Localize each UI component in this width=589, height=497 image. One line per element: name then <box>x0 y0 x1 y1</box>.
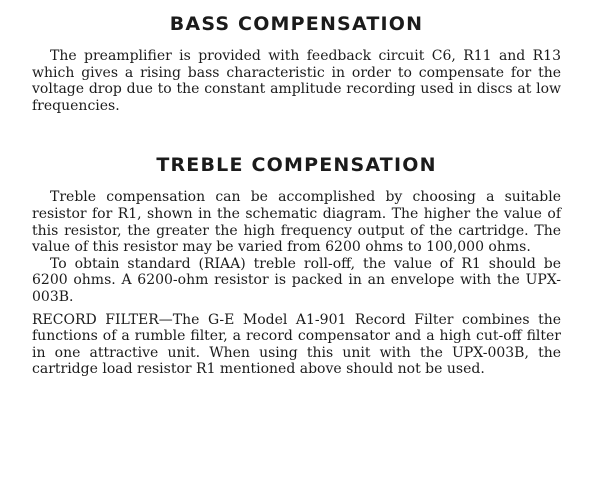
treble-paragraph-1: Treble compensation can be accomplished by choosing a suitable resistor for R1, shown in the schematic diagram. The higher the value of this resistor, the greater the high frequency output of the cartridge. The value of this resistor may be varied from 6200 ohms to 100,000 ohms. <box>32 189 561 256</box>
bass-compensation-heading: BASS COMPENSATION <box>169 13 424 35</box>
record-filter-paragraph: RECORD FILTER—The G-E Model A1-901 Record Filter combines the functions of a rumble filter, a record compensator and a high cut-off filter in one attractive unit. When using this unit with the UPX-003B, the cartridge load resistor R1 mentioned above should not be used. <box>32 311 561 378</box>
treble-compensation-heading: TREBLE COMPENSATION <box>156 154 437 177</box>
bass-compensation-paragraph: The preamplifier is provided with feedback circuit C6, R11 and R13 which gives a rising bass characteristic in order to compensate for the voltage drop due to the constant amplitude recording used in discs at low frequencies. <box>32 48 561 114</box>
treble-paragraph-2: To obtain standard (RIAA) treble roll-off, the value of R1 should be 6200 ohms. A 6200-ohm resistor is packed in an envelope with the UPX-003B. <box>32 255 561 305</box>
